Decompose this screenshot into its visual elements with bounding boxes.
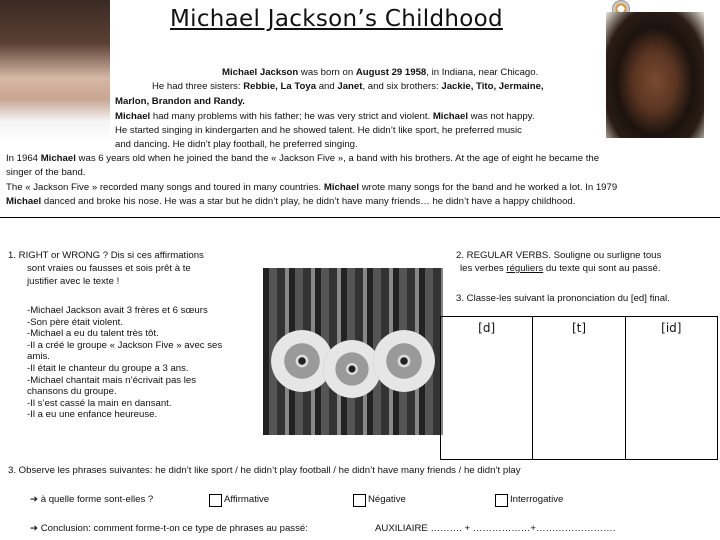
section-divider xyxy=(0,217,720,218)
story-line-9: The « Jackson Five » recorded many songs and toured in many countries. Michael wrote many songs for the band and he worked a lot. In 1979 xyxy=(6,182,618,193)
checkbox-affirmative[interactable] xyxy=(209,494,222,507)
story-line-7: In 1964 Michael was 6 years old when he joined the band the « Jackson Five », a band with his brothers. At the age of eight he became the xyxy=(6,153,600,164)
story-line-10: Michael danced and broke his nose. He was a star but he didn’t play, he didn’t have many friends… he didn’t have a happy childhood. xyxy=(6,196,576,207)
list-item: -Il a eu une enfance heureuse. xyxy=(27,409,158,421)
story-line-8: singer of the band. xyxy=(6,167,86,178)
column-header: [d] xyxy=(478,321,496,335)
photo-adult-michael xyxy=(0,0,110,142)
list-item: -Michael chantait mais n’écrivait pas les xyxy=(27,374,197,386)
checkbox-negative[interactable] xyxy=(353,494,366,507)
option-interrogative-label: Interrogative xyxy=(510,494,564,505)
option-affirmative-label: Affirmative xyxy=(224,494,270,505)
q1-heading-line-3: justifier avec le texte ! xyxy=(27,276,120,287)
conclusion-answer-blank[interactable]: AUXILIAIRE ………. + ………………+……………………. xyxy=(375,523,616,534)
photo-jackson-five xyxy=(263,268,443,435)
list-item: -Il était le chanteur du groupe a 3 ans. xyxy=(27,362,189,374)
page-title: Michael Jackson’s Childhood xyxy=(170,6,503,32)
gold-record-icon xyxy=(323,340,381,398)
q3-prompt: 3. Observe les phrases suivantes: he didn’t like sport / he didn’t play football / he didn’t have many friends / he didn’t play xyxy=(8,465,521,476)
form-question: ➔ à quelle forme sont-elles ? xyxy=(30,494,154,505)
conclusion-question: ➔ Conclusion: comment forme-t-on ce type de phrases au passé: xyxy=(30,523,308,534)
column-id[interactable] xyxy=(625,317,717,460)
list-item: -Son père était violent. xyxy=(27,316,123,328)
list-item: -Il a créé le groupe « Jackson Five » avec ses xyxy=(27,339,223,351)
list-item: -Michael a eu du talent très tôt. xyxy=(27,328,159,340)
story-line-4: Michael had many problems with his father; he was very strict and violent. Michael was not happy. xyxy=(115,111,535,122)
story-line-5: He started singing in kindergarten and he showed talent. He didn’t like sport, he preferred music xyxy=(115,125,522,136)
q2-heading-line-1: 2. REGULAR VERBS. Souligne ou surligne tous xyxy=(456,250,662,261)
checkbox-interrogative[interactable] xyxy=(495,494,508,507)
column-t[interactable] xyxy=(533,317,625,460)
column-header: [t] xyxy=(571,321,587,335)
q1-heading-line-1: 1. RIGHT or WRONG ? Dis si ces affirmations xyxy=(8,250,204,261)
column-d[interactable] xyxy=(441,317,533,460)
q3-sort-heading: 3. Classe-les suivant la prononciation du [ed] final. xyxy=(456,293,670,304)
story-line-2: He had three sisters: Rebbie, La Toya and Janet, and six brothers: Jackie, Tito, Jermaine, xyxy=(152,81,544,92)
story-line-3: Marlon, Brandon and Randy. xyxy=(115,96,245,107)
list-item: -Michael Jackson avait 3 frères et 6 sœurs xyxy=(27,305,208,316)
arrow-right-icon: ➔ xyxy=(30,494,39,505)
option-negative-label: Négative xyxy=(368,494,406,505)
ed-pronunciation-table xyxy=(440,316,718,460)
list-item: -Il s’est cassé la main en dansant. xyxy=(27,397,172,409)
q1-heading-line-2: sont vraies ou fausses et sois prêt à te xyxy=(27,263,191,274)
arrow-right-icon: ➔ xyxy=(30,523,39,534)
story-line-6: and dancing. He didn’t play football, he preferred singing. xyxy=(115,139,358,150)
photo-young-michael xyxy=(606,12,704,138)
list-item: amis. xyxy=(27,351,50,363)
gold-record-icon xyxy=(373,330,435,392)
q2-heading-line-2: les verbes réguliers du texte qui sont au passé. xyxy=(460,263,661,274)
q1-statement-list xyxy=(27,305,222,421)
column-header: [id] xyxy=(661,321,682,335)
story-line-1: Michael Jackson was born on August 29 1958, in Indiana, near Chicago. xyxy=(222,67,539,78)
list-item: chansons du groupe. xyxy=(27,386,117,398)
